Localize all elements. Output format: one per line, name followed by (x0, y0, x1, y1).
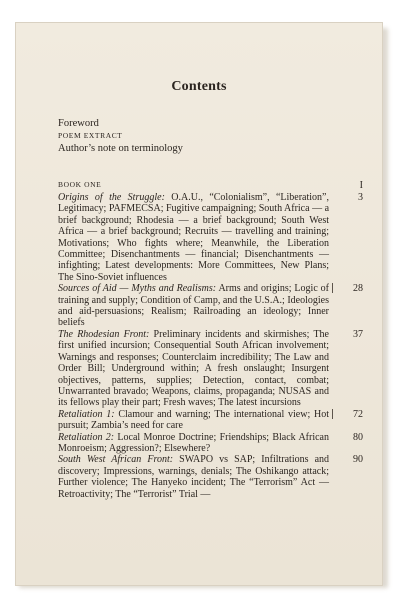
page-number: I (359, 180, 363, 191)
book-heading (58, 180, 363, 192)
page-number: 72 (353, 408, 363, 420)
entry-heading: Retaliation 2: (58, 431, 115, 443)
entry-heading: Origins of the Struggle: (58, 192, 165, 203)
column-rule (332, 283, 333, 293)
entry-heading: Retaliation 1: (58, 408, 115, 420)
front-matter-item: Author’s note on terminology (58, 143, 183, 154)
page-number: 28 (353, 283, 363, 295)
entry-body: Local Monroe Doctrine; Friendships; Black African Monroeism; Aggression?; Elsewhere? (58, 431, 329, 454)
entry-body: Arms and origins; Logic of training and supply; Condition of Camp, and the U.S.A.; Ideologies and aid-persuasions; Realism; Railroading an ideology; Inner beliefs (58, 283, 330, 329)
toc-entry (58, 409, 363, 432)
front-matter (58, 117, 183, 155)
toc-entry (58, 283, 363, 329)
entry-body: Preliminary incidents and skirmishes; The first unified incursion; Consequential South African involvement; Warnings and responses; Counterclaim incredibility; The Law and Order Bill; Underground within; A fresh onslaught; Insurgent objectives, patterns, supplies; Detection, contact, combat; Unwarranted bravado; Weapons, claims, propaganda; NUSAS and its fellows play their part; Fresh waves; The latest incursions (58, 328, 329, 409)
toc-entry (58, 454, 363, 500)
page-number: 3 (358, 192, 363, 203)
book-label: BOOK ONE (58, 180, 102, 189)
entry-heading: Sources of Aid — Myths and Realisms: (58, 283, 217, 295)
front-matter-item: POEM EXTRACT (58, 131, 123, 140)
entry-body: Clamour and warning; The international view; Hot pursuit; Zambia’s need for care (58, 408, 329, 432)
entry-body: O.A.U., “Colonialism”, “Liberation”, Legitimacy; PAFMECSA; Fugitive campaigning; South Africa — a brief background; Rhodesia — a brief background; South West Africa — a brief background; Recruits — travelling and training; Motivations; Who fights where; Meanwhile, the Liberation Committee; Disenchantments — financial; Disenchantments — infighting; Latest developments: More Committees, New Plans; The Sino-Soviet influences (58, 192, 330, 283)
front-matter-item: Foreword (58, 118, 99, 129)
page-title: Contents (171, 79, 227, 94)
entry-body: SWAPO vs SAP; Infiltrations and discovery; Impressions, warnings, denials; The Oshikango attack; Further violence; The Hanyeko incident; The “Terrorism” Act — Retroactivity; The “Terrorist” Trial — (58, 454, 330, 500)
toc-entry (58, 432, 363, 455)
entry-heading: South West African Front: (58, 454, 174, 466)
toc-entry (58, 192, 363, 283)
table-of-contents (58, 180, 363, 500)
page-number: 90 (353, 454, 363, 466)
book-page (15, 22, 383, 586)
toc-entry (58, 329, 363, 409)
column-rule (332, 409, 333, 419)
entry-heading: The Rhodesian Front: (58, 328, 150, 340)
page-number: 37 (353, 328, 363, 340)
page-number: 80 (353, 431, 363, 443)
